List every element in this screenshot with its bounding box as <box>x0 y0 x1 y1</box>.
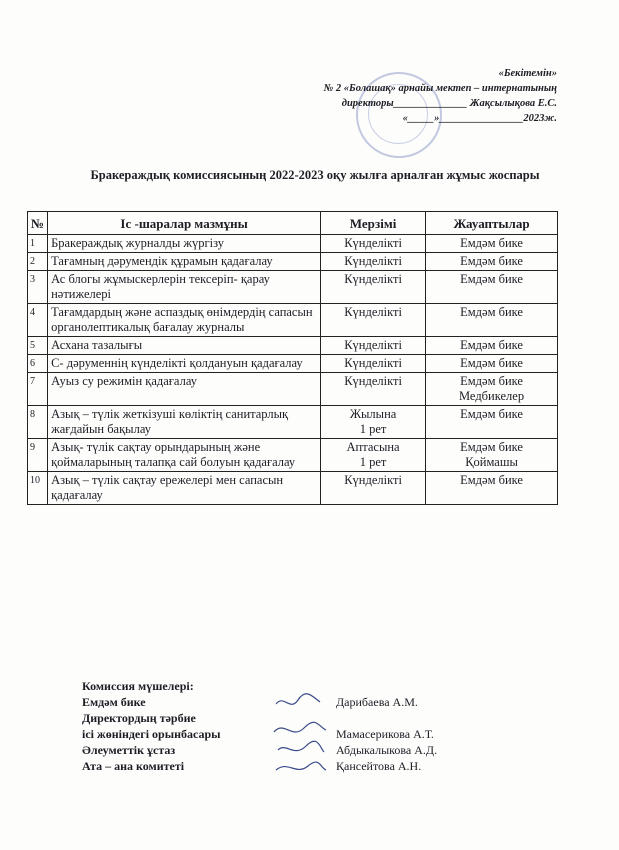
row-number: 9 <box>28 439 48 472</box>
table-row <box>28 373 558 406</box>
table-header-row <box>28 212 558 235</box>
responsible-line-2: Медбикелер <box>458 389 525 403</box>
row-number: 1 <box>28 235 48 253</box>
row-term: Күнделікті <box>321 235 426 253</box>
row-responsible: Емдәм бике <box>426 304 558 337</box>
row-activity: Ауыз су режимін қадағалау <box>48 373 321 406</box>
table-row <box>28 406 558 439</box>
header-responsible: Жауаптылар <box>426 212 558 235</box>
row-responsible <box>426 439 558 472</box>
member-name <box>336 710 437 726</box>
term-line-1: Жылына <box>349 407 397 421</box>
term-line-1: Аптасына <box>346 440 400 454</box>
row-activity: Бракераждық журналды жүргізу <box>48 235 321 253</box>
approval-line-1: № 2 «Болашақ» арнайы мектеп – интернатының <box>323 83 557 94</box>
row-responsible: Емдәм бике <box>426 235 558 253</box>
member-name: Мамасерикова А.Т. <box>336 727 434 741</box>
commission-names <box>336 694 437 774</box>
term-line-2: 1 рет <box>359 455 387 469</box>
table-row <box>28 304 558 337</box>
header-term: Мерзімі <box>321 212 426 235</box>
role-label: ісі жөніндегі орынбасары <box>82 727 221 741</box>
row-activity: Тағамның дәрумендік құрамын қадағалау <box>48 253 321 271</box>
table-row <box>28 439 558 472</box>
table-row <box>28 235 558 253</box>
header-number: № <box>28 212 48 235</box>
row-number: 3 <box>28 271 48 304</box>
approval-date: «_____»________________2023ж. <box>402 113 557 124</box>
approval-block <box>324 66 557 126</box>
row-term <box>321 406 426 439</box>
approval-heading: «Бекітемін» <box>498 68 557 79</box>
handwritten-signatures <box>270 690 330 780</box>
row-term: Күнделікті <box>321 271 426 304</box>
row-responsible: Емдәм бике <box>426 271 558 304</box>
table-row <box>28 472 558 505</box>
term-line-2: 1 рет <box>359 422 387 436</box>
row-term: Күнделікті <box>321 304 426 337</box>
row-number: 5 <box>28 337 48 355</box>
document-title: Бракераждық комиссиясының 2022-2023 оқу жылға арналған жұмыс жоспары <box>90 168 540 182</box>
responsible-line-1: Емдәм бике <box>460 440 523 454</box>
role-label: Әлеуметтік ұстаз <box>82 743 176 757</box>
role-label: Ата – ана комитеті <box>82 759 185 773</box>
row-activity: Тағамдардың және аспаздық өнімдердің сапасын органолептикалық бағалау журналы <box>48 304 321 337</box>
row-responsible: Емдәм бике <box>426 355 558 373</box>
row-number: 4 <box>28 304 48 337</box>
row-number: 6 <box>28 355 48 373</box>
row-responsible: Емдәм бике <box>426 472 558 505</box>
row-responsible <box>426 373 558 406</box>
row-activity: Азық – түлік жеткізуші көліктің санитарлық жағдайын бақылау <box>48 406 321 439</box>
row-activity: Асхана тазалығы <box>48 337 321 355</box>
row-number: 10 <box>28 472 48 505</box>
responsible-line-2: Қоймашы <box>465 455 518 469</box>
row-activity: Азық – түлік сақтау ережелері мен сапасын қадағалау <box>48 472 321 505</box>
table-row <box>28 355 558 373</box>
table-row <box>28 253 558 271</box>
row-term: Күнделікті <box>321 373 426 406</box>
row-number: 8 <box>28 406 48 439</box>
row-activity: Азық- түлік сақтау орындарының және қоймаларының талапқа сай болуын қадағалау <box>48 439 321 472</box>
row-responsible: Емдәм бике <box>426 337 558 355</box>
row-term <box>321 439 426 472</box>
commission-roles <box>82 678 221 774</box>
row-number: 7 <box>28 373 48 406</box>
row-activity: С- дәруменнің күнделікті қолдануын қадағалау <box>48 355 321 373</box>
table-row <box>28 271 558 304</box>
row-term: Күнделікті <box>321 355 426 373</box>
row-responsible: Емдәм бике <box>426 253 558 271</box>
row-term: Күнделікті <box>321 253 426 271</box>
member-name: Абдыкалыкова А.Д. <box>336 743 438 757</box>
work-plan-table <box>27 211 558 505</box>
row-activity: Ас блогы жұмыскерлерін тексеріп- қарау нәтижелері <box>48 271 321 304</box>
table-row <box>28 337 558 355</box>
role-label: Директордың тәрбие <box>82 711 196 725</box>
header-activity: Іс -шаралар мазмұны <box>48 212 321 235</box>
role-label: Емдәм бике <box>82 695 146 709</box>
member-name: Қансейтова А.Н. <box>336 759 422 773</box>
member-name: Дарибаева А.М. <box>336 695 418 709</box>
commission-heading: Комиссия мүшелері: <box>82 679 194 693</box>
row-number: 2 <box>28 253 48 271</box>
row-term: Күнделікті <box>321 472 426 505</box>
approval-line-2: директоры______________ Жақсылықова Е.С. <box>341 98 557 109</box>
row-responsible: Емдәм бике <box>426 406 558 439</box>
row-term: Күнделікті <box>321 337 426 355</box>
responsible-line-1: Емдәм бике <box>460 374 523 388</box>
